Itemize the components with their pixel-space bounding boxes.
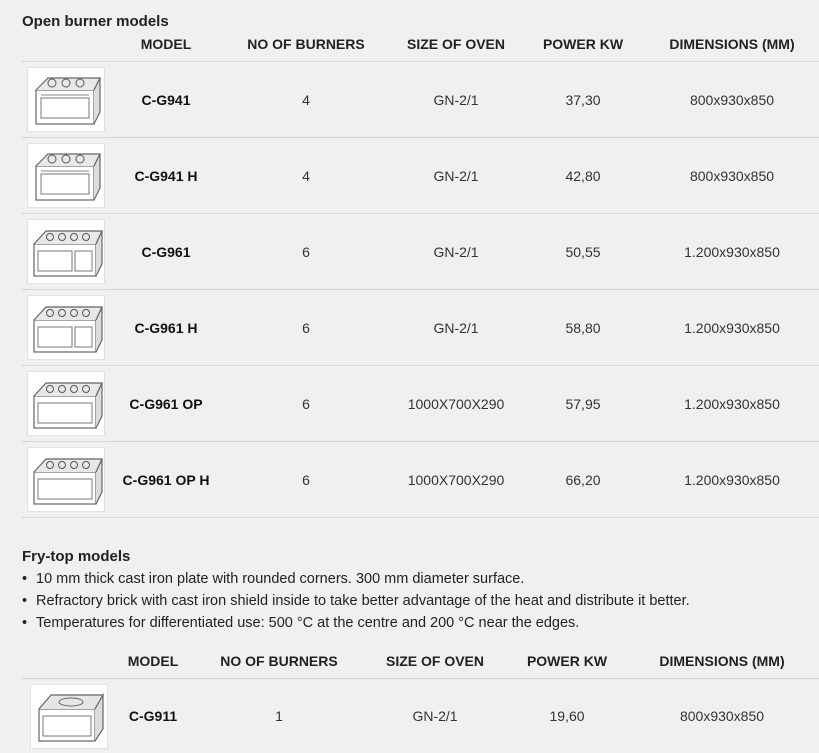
open-burner-table xyxy=(22,61,819,518)
dimensions: 1.200x930x850 xyxy=(684,471,780,488)
oven-size: GN-2/1 xyxy=(433,167,479,184)
table-row[interactable] xyxy=(22,137,819,213)
header-model: MODEL xyxy=(140,36,192,52)
dimensions: 800x930x850 xyxy=(689,91,775,108)
power-kw: 19,60 xyxy=(549,708,585,724)
burner-count: 4 xyxy=(302,91,310,108)
burner-count: 6 xyxy=(302,243,310,260)
range-cooker-icon xyxy=(27,219,105,284)
header-burners: NO OF BURNERS xyxy=(220,653,338,669)
feature-item xyxy=(22,569,690,591)
header-power: POWER KW xyxy=(542,36,624,52)
burner-count: 6 xyxy=(302,471,310,488)
model-name: C-G961 H xyxy=(134,319,198,336)
burner-count: 1 xyxy=(275,708,283,724)
fry-top-cooker-icon xyxy=(30,684,108,749)
header-dimensions: DIMENSIONS (MM) xyxy=(669,36,795,52)
table-row[interactable] xyxy=(22,289,819,365)
oven-size: GN-2/1 xyxy=(433,91,479,108)
table-row[interactable] xyxy=(22,678,819,753)
power-kw: 58,80 xyxy=(565,319,601,336)
range-cooker-icon xyxy=(27,67,105,132)
header-model: MODEL xyxy=(127,653,179,669)
header-power: POWER KW xyxy=(526,653,608,669)
range-cooker-icon xyxy=(27,371,105,436)
feature-text: Temperatures for differentiated use: 500 °C at the centre and 200 °C near the edges. xyxy=(36,615,580,631)
fry-top-features xyxy=(22,569,690,635)
power-kw: 50,55 xyxy=(565,243,601,260)
burner-count: 6 xyxy=(302,319,310,336)
dimensions: 1.200x930x850 xyxy=(684,243,780,260)
open-burner-title: Open burner models xyxy=(22,13,169,30)
range-cooker-icon xyxy=(27,295,105,360)
model-name: C-G941 xyxy=(141,91,191,108)
feature-item xyxy=(22,613,690,635)
header-burners: NO OF BURNERS xyxy=(247,36,365,52)
power-kw: 42,80 xyxy=(565,167,601,184)
model-name: C-G911 xyxy=(128,708,178,724)
header-dimensions: DIMENSIONS (MM) xyxy=(659,653,785,669)
bullet-icon: • xyxy=(22,615,28,631)
header-oven: SIZE OF OVEN xyxy=(406,36,506,52)
dimensions: 800x930x850 xyxy=(689,167,775,184)
power-kw: 66,20 xyxy=(565,471,601,488)
feature-item xyxy=(22,591,690,613)
table-row[interactable] xyxy=(22,61,819,137)
model-name: C-G941 H xyxy=(134,167,198,184)
oven-size: 1000X700X290 xyxy=(407,471,505,488)
oven-size: GN-2/1 xyxy=(412,708,458,724)
oven-size: GN-2/1 xyxy=(433,243,479,260)
dimensions: 800x930x850 xyxy=(679,708,765,724)
feature-text: Refractory brick with cast iron shield inside to take better advantage of the heat and distribute it better. xyxy=(36,593,690,609)
range-cooker-icon xyxy=(27,447,105,512)
header-oven: SIZE OF OVEN xyxy=(385,653,485,669)
table-row[interactable] xyxy=(22,441,819,518)
model-name: C-G961 OP xyxy=(129,395,203,412)
fry-top-title: Fry-top models xyxy=(22,548,131,565)
table-row[interactable] xyxy=(22,365,819,441)
power-kw: 37,30 xyxy=(565,91,601,108)
power-kw: 57,95 xyxy=(565,395,601,412)
dimensions: 1.200x930x850 xyxy=(684,319,780,336)
model-name: C-G961 OP H xyxy=(122,471,210,488)
oven-size: GN-2/1 xyxy=(433,319,479,336)
burner-count: 4 xyxy=(302,167,310,184)
feature-text: 10 mm thick cast iron plate with rounded corners. 300 mm diameter surface. xyxy=(36,571,525,587)
fry-top-table xyxy=(22,678,819,753)
burner-count: 6 xyxy=(302,395,310,412)
dimensions: 1.200x930x850 xyxy=(684,395,780,412)
bullet-icon: • xyxy=(22,593,28,609)
bullet-icon: • xyxy=(22,571,28,587)
range-cooker-icon xyxy=(27,143,105,208)
model-name: C-G961 xyxy=(141,243,191,260)
table-row[interactable] xyxy=(22,213,819,289)
oven-size: 1000X700X290 xyxy=(407,395,505,412)
